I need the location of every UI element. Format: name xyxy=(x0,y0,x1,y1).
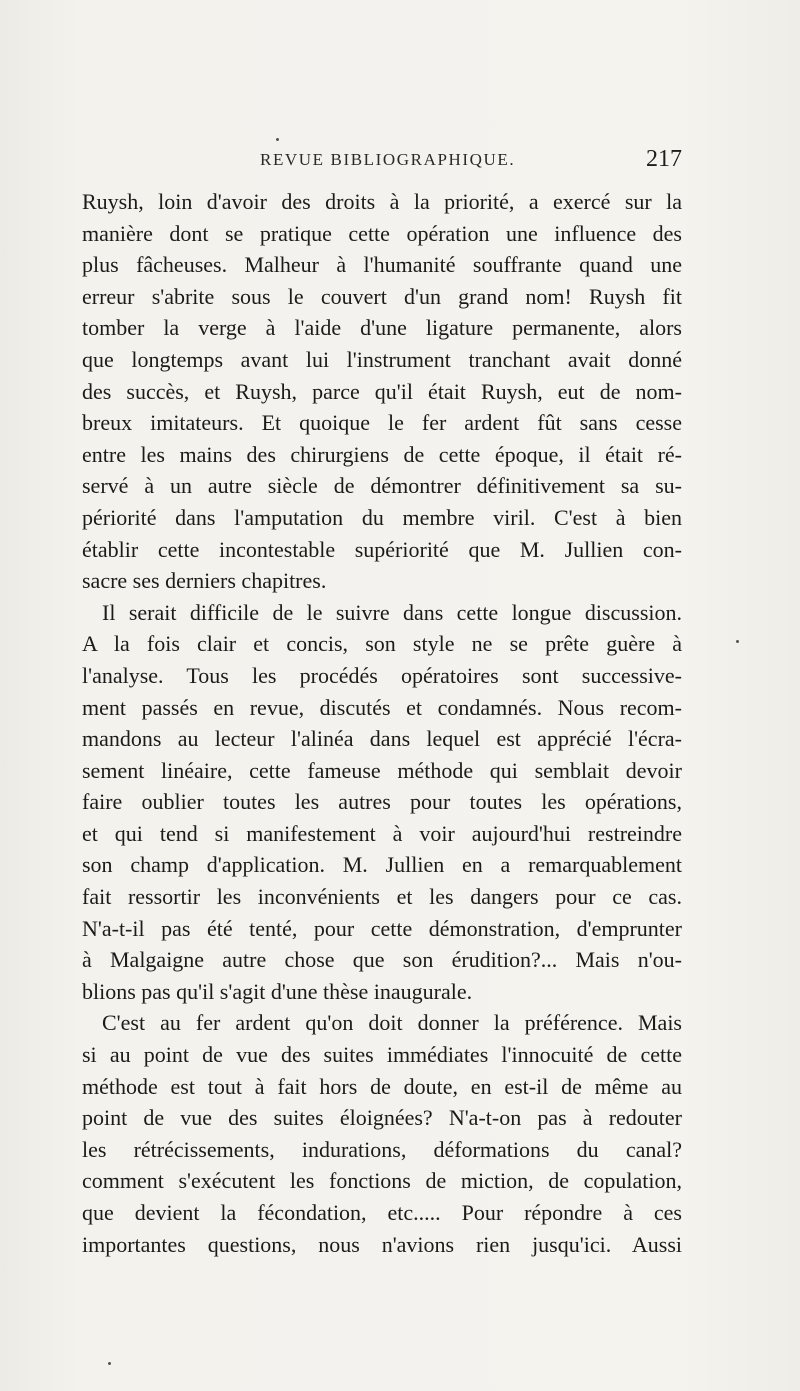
text-line: si au point de vue des suites immédiates l'innocuité de cette xyxy=(82,1042,682,1068)
text-line: sement linéaire, cette fameuse méthode qui semblait devoir xyxy=(82,757,682,783)
text-line: périorité dans l'amputation du membre viril. C'est à bien xyxy=(82,504,682,530)
text-line: établir cette incontestable supériorité que M. Jullien con- xyxy=(82,536,682,562)
text-line: des succès, et Ruysh, parce qu'il était Ruysh, eut de nom- xyxy=(82,378,682,404)
running-head-title: REVUE BIBLIOGRAPHIQUE. xyxy=(260,150,516,169)
text-line: servé à un autre siècle de démontrer définitivement sa su- xyxy=(82,473,682,499)
page-number: 217 xyxy=(646,146,682,172)
text-line: blions pas qu'il s'agit d'une thèse inaugurale. xyxy=(82,978,473,1004)
text-line: point de vue des suites éloignées? N'a-t-on pas à redouter xyxy=(82,1105,682,1131)
text-line: Il serait difficile de le suivre dans cette longue discussion. xyxy=(102,599,682,625)
paper-speck xyxy=(736,640,739,643)
text-line: erreur s'abrite sous le couvert d'un grand nom! Ruysh fit xyxy=(82,283,682,309)
text-line: sacre ses derniers chapitres. xyxy=(82,568,327,594)
text-line: Ruysh, loin d'avoir des droits à la priorité, a exercé sur la xyxy=(82,189,682,214)
text-line: à Malgaigne autre chose que son érudition?... Mais n'ou- xyxy=(82,947,682,973)
text-line: fait ressortir les inconvénients et les dangers pour ce cas. xyxy=(82,884,682,910)
text-line: l'analyse. Tous les procédés opératoires sont successive- xyxy=(82,662,682,688)
text-line: méthode est tout à fait hors de doute, en est-il de même au xyxy=(82,1073,682,1099)
text-line: tomber la verge à l'aide d'une ligature permanente, alors xyxy=(82,315,682,341)
text-line: ment passés en revue, discutés et condamnés. Nous recom- xyxy=(82,694,682,720)
running-head xyxy=(82,148,682,174)
text-line: faire oublier toutes les autres pour toutes les opérations, xyxy=(82,789,682,815)
text-line: son champ d'application. M. Jullien en a remarquablement xyxy=(82,852,682,878)
text-line: les rétrécissements, indurations, déformations du canal? xyxy=(82,1136,682,1162)
text-line: breux imitateurs. Et quoique le fer ardent fût sans cesse xyxy=(82,410,682,436)
text-line: comment s'exécutent les fonctions de miction, de copulation, xyxy=(82,1168,682,1194)
paper-speck xyxy=(276,138,279,141)
text-line: C'est au fer ardent qu'on doit donner la préférence. Mais xyxy=(102,1010,682,1036)
text-line: que devient la fécondation, etc..... Pour répondre à ces xyxy=(82,1200,682,1225)
body-text xyxy=(82,186,682,1260)
paper-speck xyxy=(108,1362,111,1365)
text-line: que longtemps avant lui l'instrument tranchant avait donné xyxy=(82,346,682,372)
text-line: mandons au lecteur l'alinéa dans lequel est apprécié l'écra- xyxy=(82,726,682,752)
text-line: A la fois clair et concis, son style ne se prête guère à xyxy=(82,631,682,657)
text-line: et qui tend si manifestement à voir aujourd'hui restreindre xyxy=(82,820,682,846)
text-line: N'a-t-il pas été tenté, pour cette démonstration, d'emprunter xyxy=(82,915,682,941)
text-line: entre les mains des chirurgiens de cette époque, il était ré- xyxy=(82,441,682,467)
text-line: importantes questions, nous n'avions rien jusqu'ici. Aussi xyxy=(82,1231,682,1257)
text-line: manière dont se pratique cette opération une influence des xyxy=(82,220,682,246)
text-line: plus fâcheuses. Malheur à l'humanité souffrante quand une xyxy=(82,252,682,278)
